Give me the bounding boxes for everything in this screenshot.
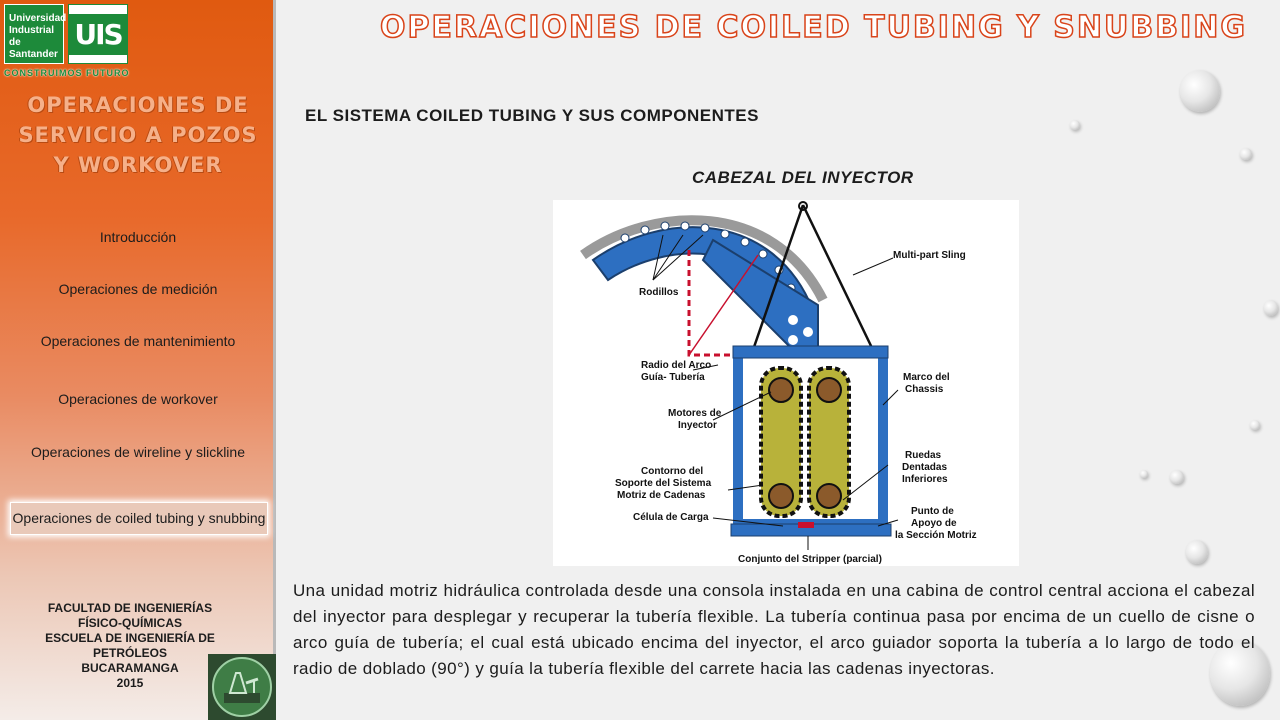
roller [759,250,767,258]
water-drop [1170,470,1184,484]
roller [661,222,669,230]
body-paragraph: Una unidad motriz hidráulica controlada desde una consola instalada en una cabina de control central acciona el cabezal del inyector para desplegar y recuperar la tubería flexible. La tubería continua pasa por encima de un cuello de cisne o arco guía de tubería; el cual está ubicado encima del inyector, el arco guiador soporta la tubería a lo largo de todo el radio de doblado (90°) y guía la tubería flexible del carrete hacia las cadenas inyectoras. [293,581,1255,678]
water-drop [1070,120,1080,130]
nav-item-introduccion[interactable]: Introducción [99,229,177,245]
label-ruedas-3: Inferiores [902,474,948,485]
water-drop [1264,300,1278,316]
label-ruedas-2: Dentadas [902,462,948,473]
slogan: CONSTRUIMOS FUTURO [4,68,130,78]
label-stripper: Conjunto del Stripper (parcial) [738,554,882,565]
roller [701,224,709,232]
sidebar [0,0,276,720]
label-contorno-1: Contorno del [641,466,704,477]
nav-item-workover[interactable]: Operaciones de workover [58,391,218,407]
nav-item-mantenimiento[interactable]: Operaciones de mantenimiento [40,333,236,349]
label-punto-3: la Sección Motriz [895,530,977,541]
roller [621,234,629,242]
faculty-footer [30,601,230,691]
escuela-logo [208,654,276,720]
roller [641,226,649,234]
section-heading: EL SISTEMA COILED TUBING Y SUS COMPONENTES [305,106,759,125]
water-drop [1140,470,1148,478]
sub-heading: CABEZAL DEL INYECTOR [692,168,914,187]
label-radio-2: Guía- Tubería [641,372,705,383]
water-drop [1250,420,1260,430]
footer-year: 2015 [116,676,144,690]
label-multipart-sling: Multi-part Sling [893,250,966,261]
escuela-logo-emblem [212,657,272,717]
water-drop [1186,540,1208,564]
label-motores-1: Motores de [668,408,722,419]
nav-item-coiled-tubing[interactable]: Operaciones de coiled tubing y snubbing [10,502,268,535]
oil-derrick-icon [220,665,264,709]
label-punto-1: Punto de [911,506,954,517]
nav-item-wireline[interactable]: Operaciones de wireline y slickline [31,444,245,460]
label-marco-1: Marco del [903,372,950,383]
university-logo-text: Universidad Industrial de Santander [9,13,67,60]
water-drop [1240,148,1252,160]
footer-school: ESCUELA DE INGENIERÍA DE PETRÓLEOS [45,631,215,660]
label-radio-1: Radio del Arco [641,360,712,371]
sidebar-title: OPERACIONES DE SERVICIO A POZOS Y WORKOVER [18,93,258,177]
university-logo [4,4,67,64]
label-contorno-2: Soporte del Sistema [615,478,712,489]
footer-city: BUCARAMANGA [81,661,179,675]
footer-faculty: FACULTAD DE INGENIERÍAS FÍSICO-QUÍMICAS [47,601,213,630]
label-rodillos: Rodillos [639,287,679,298]
roller [681,222,689,230]
page-title: OPERACIONES DE COILED TUBING Y SNUBBING [380,10,1248,45]
label-ruedas-1: Ruedas [905,450,942,461]
water-drop [1180,70,1220,112]
uis-logo [68,4,128,64]
uis-logo-mark: UIS [68,14,127,55]
roller [741,238,749,246]
nav-item-medicion[interactable]: Operaciones de medición [58,281,218,297]
label-contorno-3: Motriz de Cadenas [617,490,706,501]
label-motores-2: Inyector [678,420,717,431]
label-punto-2: Apoyo de [911,518,957,529]
roller [721,230,729,238]
label-marco-2: Chassis [905,384,944,395]
label-celula: Célula de Carga [633,512,709,523]
injector-head-diagram [553,200,1019,566]
